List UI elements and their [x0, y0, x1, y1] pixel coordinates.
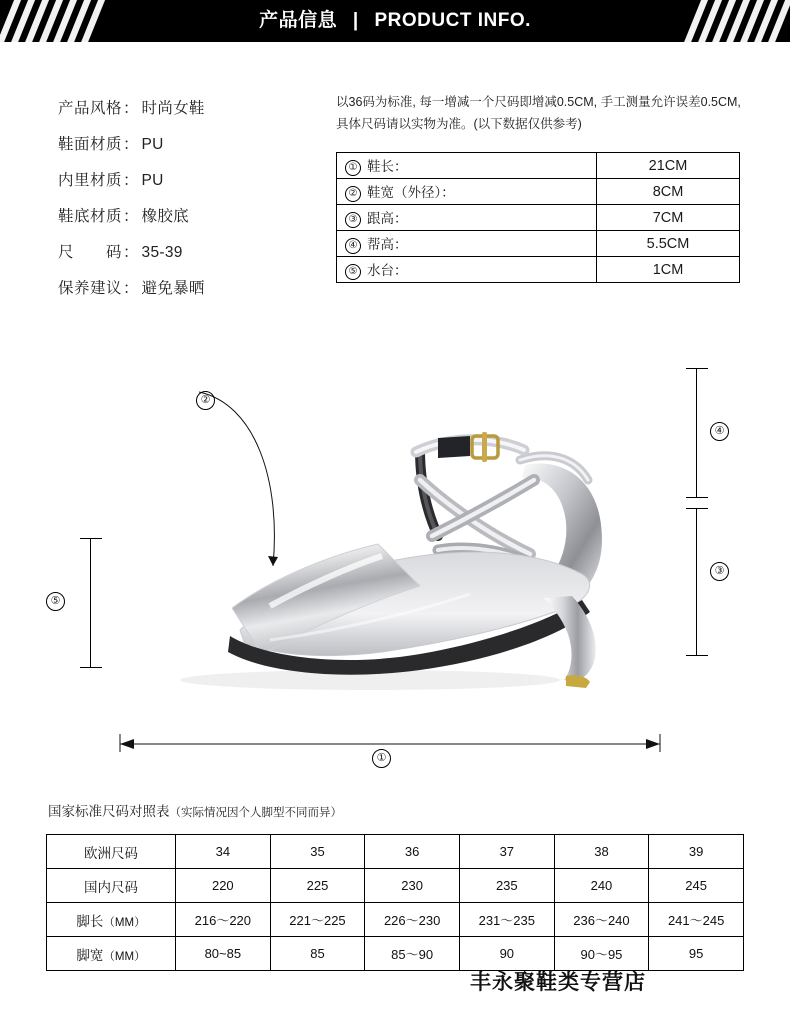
spec-value: 避免暴晒 [141, 280, 205, 297]
measure-cap-4-bottom [686, 497, 708, 498]
table-cell: 85 [270, 937, 365, 971]
row-header-unit: （MM） [103, 916, 146, 929]
measure-name-cell [337, 231, 597, 257]
spec-row [58, 276, 308, 298]
table-cell: 80~85 [176, 937, 271, 971]
compare-title-main: 国家标准尺码对照表 [48, 804, 170, 819]
index-circle-5-photo: ⑤ [46, 592, 65, 611]
spec-row [58, 204, 308, 226]
measure-cap-4-top [686, 368, 708, 369]
table-cell: 35 [270, 835, 365, 869]
row-header-label: 欧洲尺码 [84, 845, 138, 861]
table-cell: 216～220 [176, 903, 271, 937]
table-row [47, 903, 744, 937]
index-circle-5: ⑤ [345, 264, 361, 280]
table-row [337, 179, 740, 205]
table-cell: 90～95 [554, 937, 649, 971]
index-circle-2: ② [345, 186, 361, 202]
table-cell: 90 [459, 937, 554, 971]
measure-value: 8CM [597, 179, 740, 205]
row-header [47, 835, 176, 869]
spec-list [58, 96, 308, 312]
measure-name-cell [337, 179, 597, 205]
measure-name: 鞋宽（外径）： [367, 184, 455, 200]
row-header-label: 脚长 [76, 913, 104, 929]
measure-cap-5-bottom [80, 667, 102, 668]
table-row [337, 231, 740, 257]
spec-colon: ： [123, 136, 139, 153]
measure-name: 帮高： [367, 236, 408, 252]
table-cell: 231～235 [459, 903, 554, 937]
row-header [47, 937, 176, 971]
measure-cap-3-bottom [686, 655, 708, 656]
spec-label: 内里材质 [58, 172, 123, 189]
measure-line-5 [90, 538, 91, 668]
measure-line-3 [696, 508, 697, 656]
table-cell: 38 [554, 835, 649, 869]
table-row [47, 869, 744, 903]
table-cell: 221～225 [270, 903, 365, 937]
measure-value: 5.5CM [597, 231, 740, 257]
measure-value: 1CM [597, 257, 740, 283]
row-header-unit: （MM） [103, 950, 146, 963]
measure-value: 7CM [597, 205, 740, 231]
shop-watermark: 丰永聚鞋类专营店 [470, 971, 646, 994]
table-cell: 235 [459, 869, 554, 903]
index-circle-1-photo: ① [372, 749, 391, 768]
callout-2 [196, 392, 215, 411]
callout-1 [372, 750, 391, 769]
table-cell: 95 [649, 937, 744, 971]
table-row [337, 257, 740, 283]
measure-name: 水台： [367, 262, 408, 278]
compare-table-title [48, 800, 342, 820]
spec-colon: ： [123, 172, 139, 189]
spec-value: PU [141, 136, 164, 153]
table-cell: 226～230 [365, 903, 460, 937]
measure-name: 跟高： [367, 210, 408, 226]
table-cell: 34 [176, 835, 271, 869]
measure-cap-5-top [80, 538, 102, 539]
index-circle-3-photo: ③ [710, 562, 729, 581]
spec-value: PU [141, 172, 164, 189]
spec-value: 35-39 [141, 244, 183, 261]
spec-colon: ： [123, 208, 139, 225]
spec-label: 保养建议 [58, 280, 123, 297]
page-title-en: PRODUCT INFO. [374, 10, 531, 31]
index-circle-3: ③ [345, 212, 361, 228]
spec-row [58, 240, 308, 262]
size-comparison-table [46, 834, 744, 971]
title-divider: | [352, 10, 359, 31]
compare-title-sub: （实际情况因个人脚型不同而异） [169, 807, 342, 819]
measure-name-cell [337, 257, 597, 283]
table-cell: 39 [649, 835, 744, 869]
spec-row [58, 132, 308, 154]
header-underline [0, 42, 790, 45]
spec-row [58, 96, 308, 118]
spec-row [58, 168, 308, 190]
table-row [337, 153, 740, 179]
table-cell: 241～245 [649, 903, 744, 937]
measure-table [336, 152, 740, 283]
measure-line-4 [696, 368, 697, 498]
measure-value: 21CM [597, 153, 740, 179]
page-title-cn: 产品信息 [259, 10, 338, 31]
spec-label: 尺 码 [58, 244, 123, 261]
spec-colon: ： [123, 280, 139, 297]
row-header [47, 903, 176, 937]
table-row [337, 205, 740, 231]
table-cell: 230 [365, 869, 460, 903]
table-cell: 36 [365, 835, 460, 869]
table-cell: 85～90 [365, 937, 460, 971]
spec-label: 产品风格 [58, 100, 123, 117]
measure-name-cell [337, 205, 597, 231]
index-circle-2-photo: ② [196, 391, 215, 410]
measure-name: 鞋长： [367, 158, 408, 174]
size-note: 以36码为标准, 每一增减一个尺码即增减0.5CM, 手工测量允许误差0.5CM, 具体尺码请以实物为准。(以下数据仅供参考) [336, 95, 741, 131]
table-cell: 240 [554, 869, 649, 903]
measure-cap-3-top [686, 508, 708, 509]
index-circle-4: ④ [345, 238, 361, 254]
spec-value: 橡胶底 [141, 208, 189, 225]
spec-label: 鞋面材质 [58, 136, 123, 153]
table-cell: 245 [649, 869, 744, 903]
callout-4 [710, 423, 729, 442]
table-cell: 225 [270, 869, 365, 903]
index-circle-4-photo: ④ [710, 422, 729, 441]
row-header-label: 脚宽 [76, 947, 104, 963]
table-row [47, 835, 744, 869]
callout-5 [46, 593, 65, 612]
spec-colon: ： [123, 244, 139, 261]
measure-name-cell [337, 153, 597, 179]
spec-value: 时尚女鞋 [141, 100, 205, 117]
callout-3 [710, 563, 729, 582]
product-photo-area [0, 330, 790, 780]
table-cell: 236～240 [554, 903, 649, 937]
page-title [0, 0, 790, 42]
index-circle-1: ① [345, 160, 361, 176]
spec-label: 鞋底材质 [58, 208, 123, 225]
table-cell: 220 [176, 869, 271, 903]
measure-arrow-1 [110, 730, 670, 752]
row-header [47, 869, 176, 903]
row-header-label: 国内尺码 [84, 879, 138, 895]
header-banner [0, 0, 790, 42]
spec-colon: ： [123, 100, 139, 117]
table-cell: 37 [459, 835, 554, 869]
